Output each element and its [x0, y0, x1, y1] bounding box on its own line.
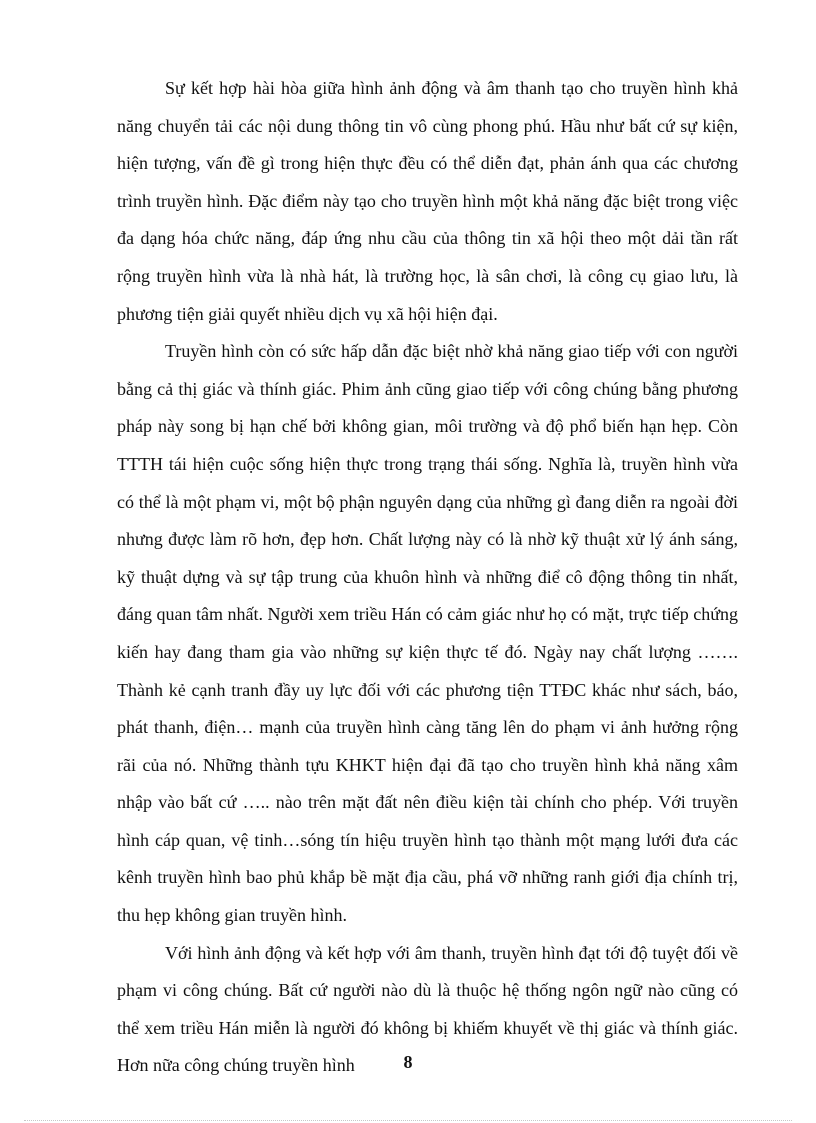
paragraph-3: Với hình ảnh động và kết hợp với âm thanh, truyền hình đạt tới độ tuyệt đối về phạm vi công chúng. Bất cứ người nào dù là thuộc hệ thống ngôn ngữ nào cũng có thể xem triều Hán miễn là người đó không bị khiếm khuyết về thị giác và thính giác. Hơn nữa công chúng truyền hình	[117, 942, 738, 1076]
page-number: 8	[403, 1052, 413, 1072]
paragraph-2: Truyền hình còn có sức hấp dẫn đặc biệt nhờ khả năng giao tiếp với con người bằng cả thị giác và thính giác. Phim ảnh cũng giao tiếp với công chúng bằng phương pháp này song bị hạn chế bởi không gian, môi trường và độ phổ biến hạn hẹp. Còn TTTH tái hiện cuộc sống hiện thực trong trạng thái sống. Nghĩa là, truyền hình vừa có thể là một phạm vi, một bộ phận nguyên dạng của những gì đang diễn ra ngoài đời nhưng được làm rõ hơn, đẹp hơn. Chất lượng này có là nhờ kỹ thuật xử lý ánh sáng, kỹ thuật dựng và sự tập trung của khuôn hình và những điể cô động thông tin nhất, đáng quan tâm nhất. Người xem triều Hán có cảm giác như họ có mặt, trực tiếp chứng kiến hay đang tham gia vào những sự kiện thực tế đó. Ngày nay chất lượng ……. Thành kẻ cạnh tranh đầy uy lực đối với các phương tiện TTĐC khác như sách, báo, phát thanh, điện… mạnh của truyền hình càng tăng lên do phạm vi ảnh hưởng rộng rãi của nó. Những thành tựu KHKT hiện đại đã tạo cho truyền hình khả năng xâm nhập vào bất cứ ….. nào trên mặt đất nên điều kiện tài chính cho phép. Với truyền hình cáp quan, vệ tinh…sóng tín hiệu truyền hình tạo thành một mạng lưới đưa các kênh truyền hình bao phủ khắp bề mặt địa cầu, phá vỡ những ranh giới địa chính trị, thu hẹp không gian truyền hình.	[117, 341, 738, 926]
footer-divider	[24, 1120, 792, 1121]
paragraph-1: Sự kết hợp hài hòa giữa hình ảnh động và âm thanh tạo cho truyền hình khả năng chuyển tải các nội dung thông tin vô cùng phong phú. Hầu như bất cứ sự kiện, hiện tượng, vấn đề gì trong hiện thực đều có thể diễn đạt, phản ánh qua các chương trình truyền hình. Đặc điểm này tạo cho truyền hình một khả năng đặc biệt trong việc đa dạng hóa chức năng, đáp ứng nhu cầu của thông tin xã hội theo một dải tần rất rộng truyền hình vừa là nhà hát, là trường học, là sân chơi, là công cụ giao lưu, là phương tiện giải quyết nhiều dịch vụ xã hội hiện đại.	[117, 78, 738, 324]
document-body	[117, 70, 738, 1085]
